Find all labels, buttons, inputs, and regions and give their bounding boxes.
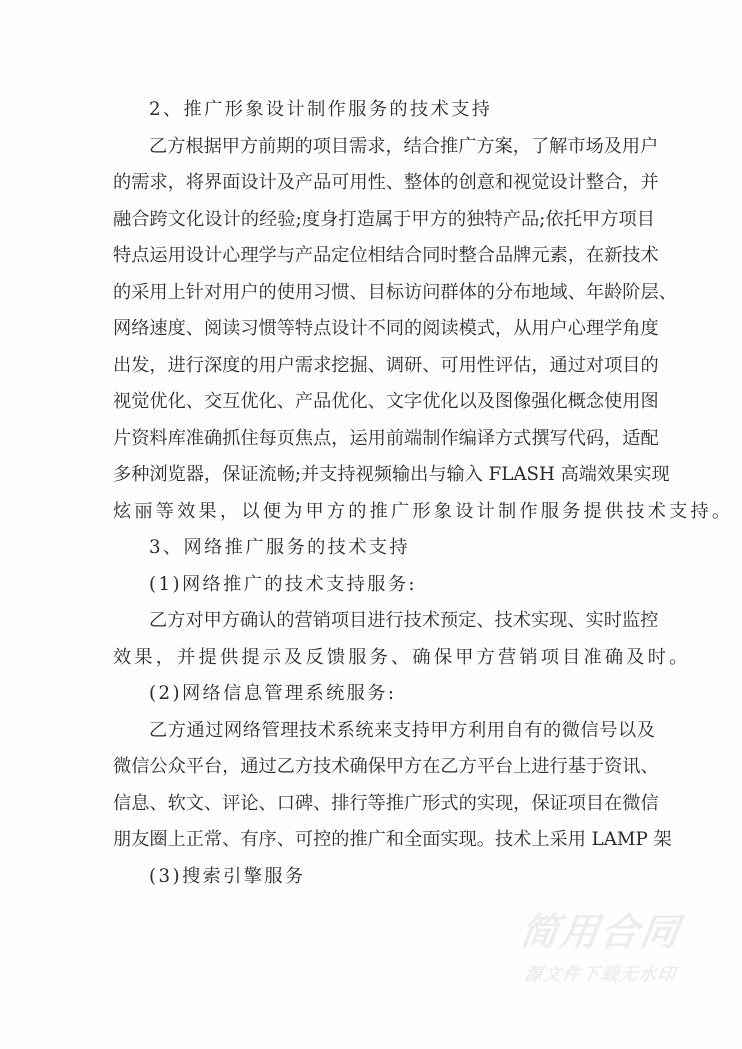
section-heading-2: 2、推广形象设计制作服务的技术支持 [149, 99, 493, 120]
paragraph-line: 融合跨文化设计的经验;度身打造属于甲方的独特产品;依托甲方项目 [113, 208, 655, 230]
subsection-heading-2: (2)网络信息管理系统服务: [149, 683, 397, 704]
section-2-paragraph [113, 129, 734, 531]
paragraph-line: 网络速度、阅读习惯等特点设计不同的阅读模式，从用户心理学角度 [113, 318, 659, 339]
watermark-title: 简用合同 [517, 910, 684, 954]
subsection-heading-3: (3)搜索引擎服务 [149, 865, 306, 887]
watermark-subtitle: 源文件下载无水印 [523, 965, 678, 985]
paragraph-line: 朋友圈上正常、有序、可控的推广和全面实现。技术上采用 LAMP 架 [113, 829, 672, 850]
paragraph-line: 的采用上针对用户的使用习惯、目标访问群体的分布地域、年龄阶层、 [113, 281, 677, 303]
paragraph-line: 效果，并提供提示及反馈服务、确保甲方营销项目准确及时。 [113, 646, 691, 668]
paragraph-line: 信息、软文、评论、口碑、排行等推广形式的实现，保证项目在微信 [113, 792, 659, 814]
document-body [113, 92, 734, 895]
watermark [513, 906, 688, 990]
paragraph-line: 多种浏览器，保证流畅;并支持视频输出与输入 FLASH 高端效果实现 [113, 464, 670, 485]
paragraph-line: 微信公众平台，通过乙方技术确保甲方在乙方平台上进行基于资讯、 [113, 756, 659, 777]
paragraph-line: 的需求，将界面设计及产品可用性、整体的创意和视觉设计整合，并 [113, 172, 659, 193]
paragraph-line: 乙方对甲方确认的营销项目进行技术预定、技术实现、实时监控 [149, 610, 659, 631]
subsection-heading-1: (1)网络推广的技术支持服务: [149, 573, 417, 595]
subsection-2-paragraph [113, 713, 672, 859]
subsection-1-paragraph [113, 603, 691, 676]
paragraph-line: 特点运用设计心理学与产品定位相结合同时整合品牌元素，在新技术 [113, 245, 659, 266]
paragraph-line: 乙方根据甲方前期的项目需求，结合推广方案，了解市场及用户 [149, 135, 659, 157]
paragraph-line: 视觉优化、交互优化、产品优化、文字优化以及图像强化概念使用图 [113, 391, 659, 412]
paragraph-line: 出发，进行深度的用户需求挖掘、调研、可用性评估，通过对项目的 [113, 354, 659, 376]
paragraph-line: 乙方通过网络管理技术系统来支持甲方利用自有的微信号以及 [149, 719, 655, 741]
paragraph-line: 炫丽等效果，以便为甲方的推广形象设计制作服务提供技术支持。 [113, 500, 734, 522]
paragraph-line: 片资料库准确抓住每页焦点，运用前端制作编译方式撰写代码，适配 [113, 427, 659, 449]
section-heading-3: 3、网络推广服务的技术支持 [149, 537, 411, 558]
